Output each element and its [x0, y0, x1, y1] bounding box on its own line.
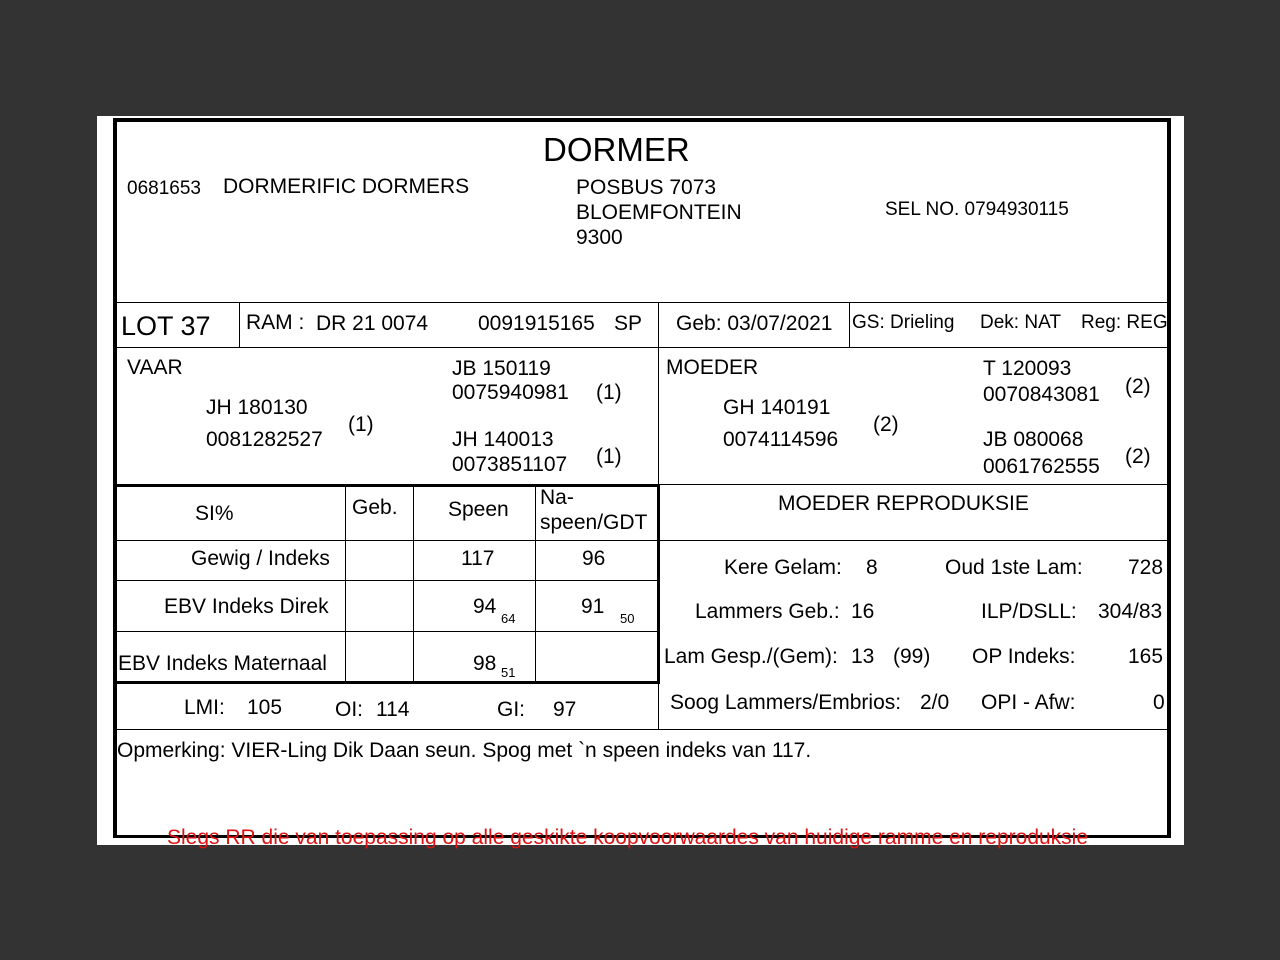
dam-dam-id: JB 080068: [983, 428, 1084, 451]
kere-label: Kere Gelam:: [724, 556, 842, 579]
gi-label: GI:: [497, 698, 526, 721]
dam-sire-number: 0070843081: [983, 383, 1100, 406]
oud-label: Oud 1ste Lam:: [945, 556, 1083, 579]
lmi-value: 105: [247, 696, 283, 719]
oi-value: 114: [376, 698, 410, 721]
lot-card: [113, 118, 1171, 838]
col-naspeen-1: Na-: [540, 486, 574, 509]
soog-label: Soog Lammers/Embrios:: [670, 691, 902, 714]
row3-speen-accuracy: 51: [501, 665, 516, 680]
sire-number: 0081282527: [206, 428, 323, 451]
birth-status-value: Drieling: [890, 312, 955, 333]
birth-date-value: 03/07/2021: [727, 312, 833, 335]
breed-title: DORMER: [543, 131, 690, 168]
ram-id: DR 21 0074: [316, 312, 429, 335]
mating-type: [980, 311, 1061, 335]
dam-id: GH 140191: [723, 396, 831, 419]
registration-label: Reg:: [1081, 312, 1122, 333]
row3-speen: 98: [473, 652, 497, 675]
dam-sire-id: T 120093: [983, 357, 1072, 380]
dam-dam-code: (2): [1125, 445, 1151, 468]
dam-number: 0074114596: [723, 428, 839, 451]
op-value: 165: [1128, 645, 1164, 668]
col-naspeen-2: speen/GDT: [540, 511, 648, 534]
row3-label: EBV Indeks Maternaal: [118, 652, 327, 675]
op-label: OP Indeks:: [972, 645, 1076, 668]
row2-label: EBV Indeks Direk: [164, 595, 329, 618]
soog-value: 2/0: [920, 691, 950, 714]
ram-reg-number: 0091915165: [478, 312, 595, 335]
sire-sire-code: (1): [596, 381, 622, 404]
ilp-label: ILP/DSLL:: [981, 600, 1077, 623]
remark-text: VIER-Ling Dik Daan seun. Spog met `n speen indeks van 117.: [231, 739, 812, 762]
opi-value: 0: [1153, 691, 1165, 714]
col-speen: Speen: [448, 498, 509, 521]
lammers-label: Lammers Geb.:: [695, 600, 840, 623]
reproduction-title: MOEDER REPRODUKSIE: [778, 492, 1029, 515]
sel-no-value: 0794930115: [964, 199, 1069, 220]
birth-date: [676, 312, 832, 336]
row1-label: Gewig / Indeks: [191, 547, 330, 570]
row2-naspeen-accuracy: 50: [620, 611, 635, 626]
registration: [1081, 311, 1168, 335]
sire-code: (1): [348, 413, 374, 436]
gesp-label: Lam Gesp./(Gem):: [664, 645, 838, 668]
dam-label: MOEDER: [666, 356, 759, 379]
address-line-1: POSBUS 7073: [576, 176, 717, 199]
sire-dam-code: (1): [596, 445, 622, 468]
mating-type-label: Dek:: [980, 312, 1020, 333]
sel-no: [885, 198, 1069, 222]
lot-card-page: [97, 116, 1184, 849]
footer-note: Slegs RR die van toepassing op alle geskikte koopvoorwaardes van huidige ramme en reproduksie: [167, 826, 1089, 849]
gi-value: 97: [553, 698, 577, 721]
lammers-value: 16: [851, 600, 875, 623]
address-line-3: 9300: [576, 226, 623, 249]
row2-speen-accuracy: 64: [501, 611, 516, 626]
dam-dam-number: 0061762555: [983, 455, 1100, 478]
sire-sire-number: 0075940981: [452, 381, 569, 404]
sire-sire-id: JB 150119: [452, 357, 551, 380]
remark-label: Opmerking:: [117, 739, 226, 762]
mating-type-value: NAT: [1024, 312, 1061, 333]
dam-code: (2): [873, 413, 899, 436]
ram-label: RAM :: [246, 311, 305, 334]
sire-label: VAAR: [127, 356, 183, 379]
breeder-number: 0681653: [127, 178, 201, 199]
remark: [117, 739, 811, 763]
kere-value: 8: [866, 556, 878, 579]
address-line-2: BLOEMFONTEIN: [576, 201, 742, 224]
row1-naspeen: 96: [582, 547, 606, 570]
col-geb: Geb.: [352, 496, 398, 519]
oud-value: 728: [1128, 556, 1164, 579]
col-si: SI%: [195, 502, 234, 525]
row1-speen: 117: [461, 547, 495, 570]
birth-date-label: Geb:: [676, 312, 722, 335]
footer-note-clipped: [167, 826, 1127, 849]
sire-id: JH 180130: [206, 396, 308, 419]
sire-dam-number: 0073851107: [452, 453, 568, 476]
opi-label: OPI - Afw:: [981, 691, 1076, 714]
lot-number: LOT 37: [121, 311, 211, 341]
registration-value: REG: [1126, 312, 1168, 333]
gesp-value: 13: [851, 645, 875, 668]
ilp-value: 304/83: [1098, 600, 1163, 623]
gesp-average: (99): [893, 645, 931, 668]
breeder-name: DORMERIFIC DORMERS: [223, 175, 470, 198]
birth-status: [852, 311, 954, 335]
lmi-label: LMI:: [184, 696, 225, 719]
row2-naspeen: 91: [581, 595, 605, 618]
birth-status-label: GS:: [852, 312, 885, 333]
row2-speen: 94: [473, 595, 497, 618]
sire-dam-id: JH 140013: [452, 428, 554, 451]
oi-label: OI:: [335, 698, 364, 721]
ram-grade: SP: [614, 312, 643, 335]
sel-no-label: SEL NO.: [885, 199, 960, 220]
dam-sire-code: (2): [1125, 375, 1151, 398]
